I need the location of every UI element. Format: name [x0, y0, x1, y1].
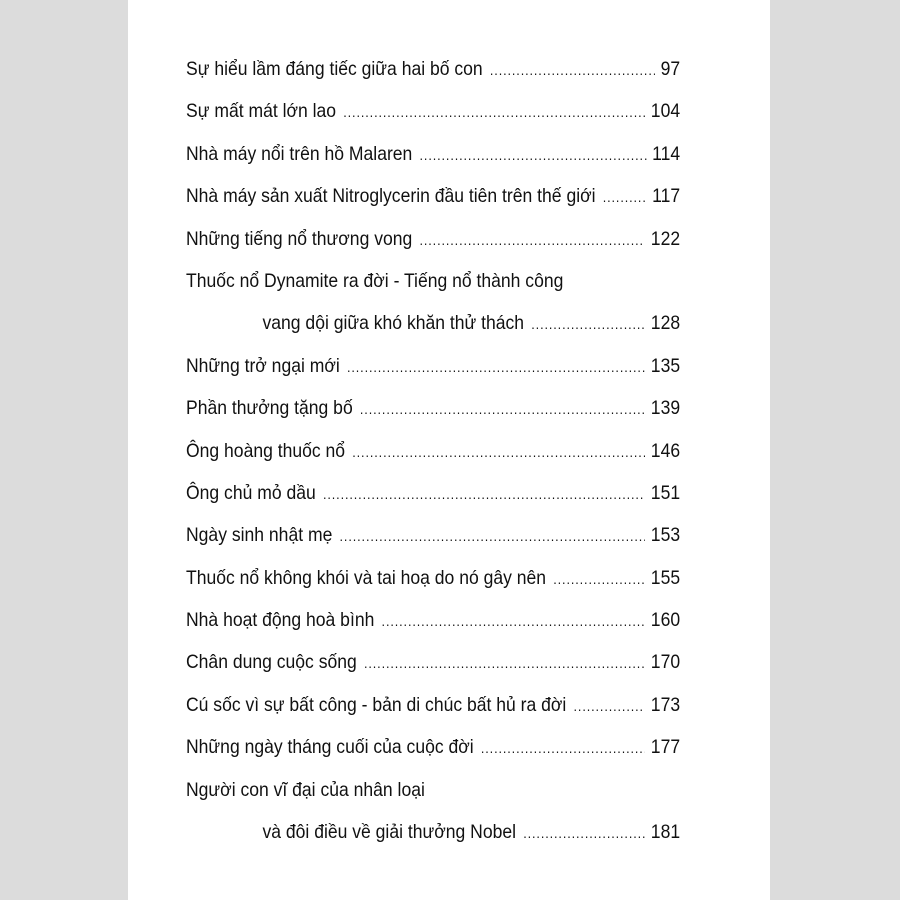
toc-entry — [186, 94, 680, 136]
toc-entry — [186, 476, 680, 518]
toc-entry — [186, 349, 680, 391]
toc-entry-title: Nhà máy sản xuất Nitroglycerin đầu tiên trên thế giới — [186, 185, 596, 208]
toc-entry — [186, 518, 680, 560]
toc-entry-title: Ông hoàng thuốc nổ — [186, 439, 346, 462]
toc-page-number: 122 — [650, 227, 681, 250]
toc-entry-title: Phần thưởng tặng bố — [186, 397, 353, 420]
toc-entry-title: Sự hiểu lầm đáng tiếc giữa hai bố con — [186, 58, 483, 80]
toc-leader-dots — [352, 435, 645, 469]
toc-page-number: 97 — [660, 58, 681, 80]
toc-entry — [186, 179, 680, 221]
toc-leader-dots — [553, 562, 645, 596]
toc-entry — [186, 688, 680, 730]
toc-page-number: 160 — [650, 609, 681, 632]
table-of-contents — [186, 52, 680, 857]
toc-page-number: 170 — [650, 651, 681, 674]
toc-leader-dots — [323, 477, 645, 511]
toc-entry — [186, 52, 680, 94]
toc-page-number: 151 — [650, 481, 681, 504]
toc-page-number: 135 — [650, 354, 681, 377]
toc-entry-title-line2: và đôi điều về giải thưởng Nobel — [262, 821, 517, 844]
toc-leader-dots — [382, 604, 646, 638]
toc-entry — [186, 730, 680, 772]
toc-leader-dots — [347, 350, 645, 384]
toc-entry-title-line1: Thuốc nổ Dynamite ra đời - Tiếng nổ thành công — [186, 269, 564, 292]
toc-entry-title: Nhà máy nổi trên hồ Malaren — [186, 142, 413, 165]
toc-entry — [186, 222, 680, 264]
toc-leader-dots — [420, 138, 647, 172]
toc-entry-title: Cú sốc vì sự bất công - bản di chúc bất hủ ra đời — [186, 693, 567, 716]
book-page — [128, 0, 770, 900]
toc-page-number: 104 — [650, 100, 681, 123]
toc-leader-dots — [603, 180, 647, 214]
toc-page-number: 155 — [650, 566, 681, 589]
toc-entry — [186, 645, 680, 687]
toc-leader-dots — [343, 95, 645, 129]
toc-page-number: 128 — [650, 312, 681, 335]
toc-entry — [186, 603, 680, 645]
toc-page-number: 153 — [650, 524, 681, 547]
toc-leader-dots — [360, 392, 645, 426]
toc-entry-title-line2: vang dội giữa khó khăn thử thách — [262, 312, 525, 335]
toc-leader-dots — [574, 689, 646, 723]
toc-entry — [186, 391, 680, 433]
toc-entry-title: Chân dung cuộc sống — [186, 651, 357, 674]
toc-leader-dots — [523, 816, 645, 850]
toc-page-number: 117 — [652, 185, 681, 208]
toc-leader-dots — [531, 307, 645, 341]
toc-entry — [186, 137, 680, 179]
toc-leader-dots — [481, 731, 646, 765]
toc-entry — [186, 815, 680, 857]
toc-entry-title: Ông chủ mỏ dầu — [186, 481, 316, 504]
toc-page-number: 177 — [650, 736, 681, 759]
toc-leader-dots — [364, 646, 645, 680]
toc-entry-title: Sự mất mát lớn lao — [186, 100, 337, 123]
toc-page-number: 181 — [650, 821, 681, 844]
toc-entry-title-line1: Người con vĩ đại của nhân loại — [186, 778, 425, 801]
toc-entry-title: Những tiếng nổ thương vong — [186, 227, 413, 250]
toc-leader-dots — [419, 223, 645, 257]
toc-entry-title: Thuốc nổ không khói và tai hoạ do nó gây nên — [186, 566, 547, 589]
toc-page-number: 146 — [650, 439, 681, 462]
toc-page-number: 173 — [650, 693, 681, 716]
toc-leader-dots — [340, 519, 646, 553]
toc-entry-title: Nhà hoạt động hoà bình — [186, 609, 375, 632]
toc-page-number: 114 — [652, 142, 681, 165]
toc-entry-title: Những trở ngại mới — [186, 354, 340, 377]
toc-entry — [186, 306, 680, 348]
toc-entry — [186, 561, 680, 603]
toc-entry-title: Ngày sinh nhật mẹ — [186, 524, 333, 547]
toc-entry-title: Những ngày tháng cuối của cuộc đời — [186, 736, 474, 759]
toc-leader-dots — [490, 53, 655, 87]
toc-page-number: 139 — [650, 397, 681, 420]
toc-entry — [186, 434, 680, 476]
